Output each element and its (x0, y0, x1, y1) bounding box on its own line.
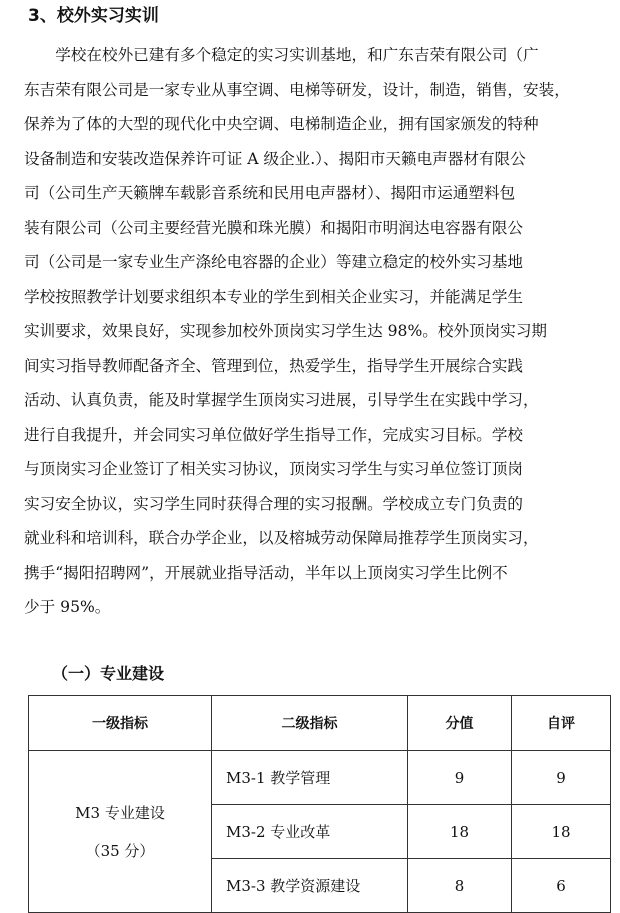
header-secondary-indicator: 二级指标 (212, 696, 408, 751)
paragraph-line: 保养为了体的大型的现代化中央空调、电梯制造企业，拥有国家颁发的特种 (24, 115, 539, 133)
paragraph-line: 学校在校外已建有多个稳定的实习实训基地，和广东吉荣有限公司（广 (24, 46, 539, 64)
body-paragraph (24, 38, 610, 625)
primary-indicator-name: M3 专业建设 (75, 803, 165, 822)
section-heading: 3、校外实习实训 (28, 6, 159, 26)
secondary-indicator-cell: M3-1 教学管理 (212, 751, 408, 805)
paragraph-line: 司（公司生产天籁牌车载影音系统和民用电声器材）、揭阳市运通塑料包 (24, 184, 516, 202)
self-evaluation-cell: 6 (512, 859, 611, 913)
secondary-indicator-cell: M3-2 专业改革 (212, 805, 408, 859)
table-row (29, 751, 611, 805)
paragraph-line: 与顶岗实习企业签订了相关实习协议，顶岗实习学生与实习单位签订顶岗 (24, 460, 524, 478)
self-evaluation-cell: 18 (512, 805, 611, 859)
paragraph-line: 进行自我提升，并会同实习单位做好学生指导工作，完成实习目标。学校 (24, 425, 524, 444)
table-header-row (29, 696, 611, 751)
primary-indicator-cell (29, 751, 212, 913)
paragraph-line: 设备制造和安装改造保养许可证 A 级企业.）、揭阳市天籁电声器材有限公 (24, 149, 526, 168)
score-cell: 18 (408, 805, 512, 859)
score-cell: 9 (408, 751, 512, 805)
paragraph-line: 实训要求，效果良好，实现参加校外顶岗实习学生达 98%。校外顶岗实习期 (24, 322, 548, 340)
paragraph-line: 间实习指导教师配备齐全、管理到位，热爱学生，指导学生开展综合实践 (24, 356, 524, 375)
paragraph-line: 实习安全协议，实习学生同时获得合理的实习报酬。学校成立专门负责的 (24, 494, 524, 513)
paragraph-line: 就业科和培训科，联合办学企业，以及榕城劳动保障局推荐学生顶岗实习， (24, 529, 539, 547)
paragraph-line: 司（公司是一家专业生产涤纶电容器的企业）等建立稳定的校外实习基地 (24, 253, 524, 271)
subsection-heading: （一）专业建设 (52, 664, 165, 683)
header-self-evaluation: 自评 (512, 696, 611, 751)
paragraph-line: 携手“揭阳招聘网”，开展就业指导活动，半年以上顶岗实习学生比例不 (24, 563, 508, 582)
paragraph-line: 少于 95%。 (24, 598, 111, 616)
paragraph-line: 东吉荣有限公司是一家专业从事空调、电梯等研发，设计，制造，销售，安装， (24, 80, 570, 99)
paragraph-line: 活动、认真负责，能及时掌握学生顶岗实习进展，引导学生在实践中学习， (24, 391, 539, 409)
paragraph-line: 装有限公司（公司主要经营光膜和珠光膜）和揭阳市明润达电容器有限公 (24, 218, 524, 237)
header-score: 分值 (408, 696, 512, 751)
header-primary-indicator: 一级指标 (29, 696, 212, 751)
primary-indicator-points: （35 分） (85, 841, 155, 860)
paragraph-line: 学校按照教学计划要求组织本专业的学生到相关企业实习，并能满足学生 (24, 287, 524, 306)
indicator-table (28, 695, 611, 913)
secondary-indicator-cell: M3-3 教学资源建设 (212, 859, 408, 913)
score-cell: 8 (408, 859, 512, 913)
self-evaluation-cell: 9 (512, 751, 611, 805)
